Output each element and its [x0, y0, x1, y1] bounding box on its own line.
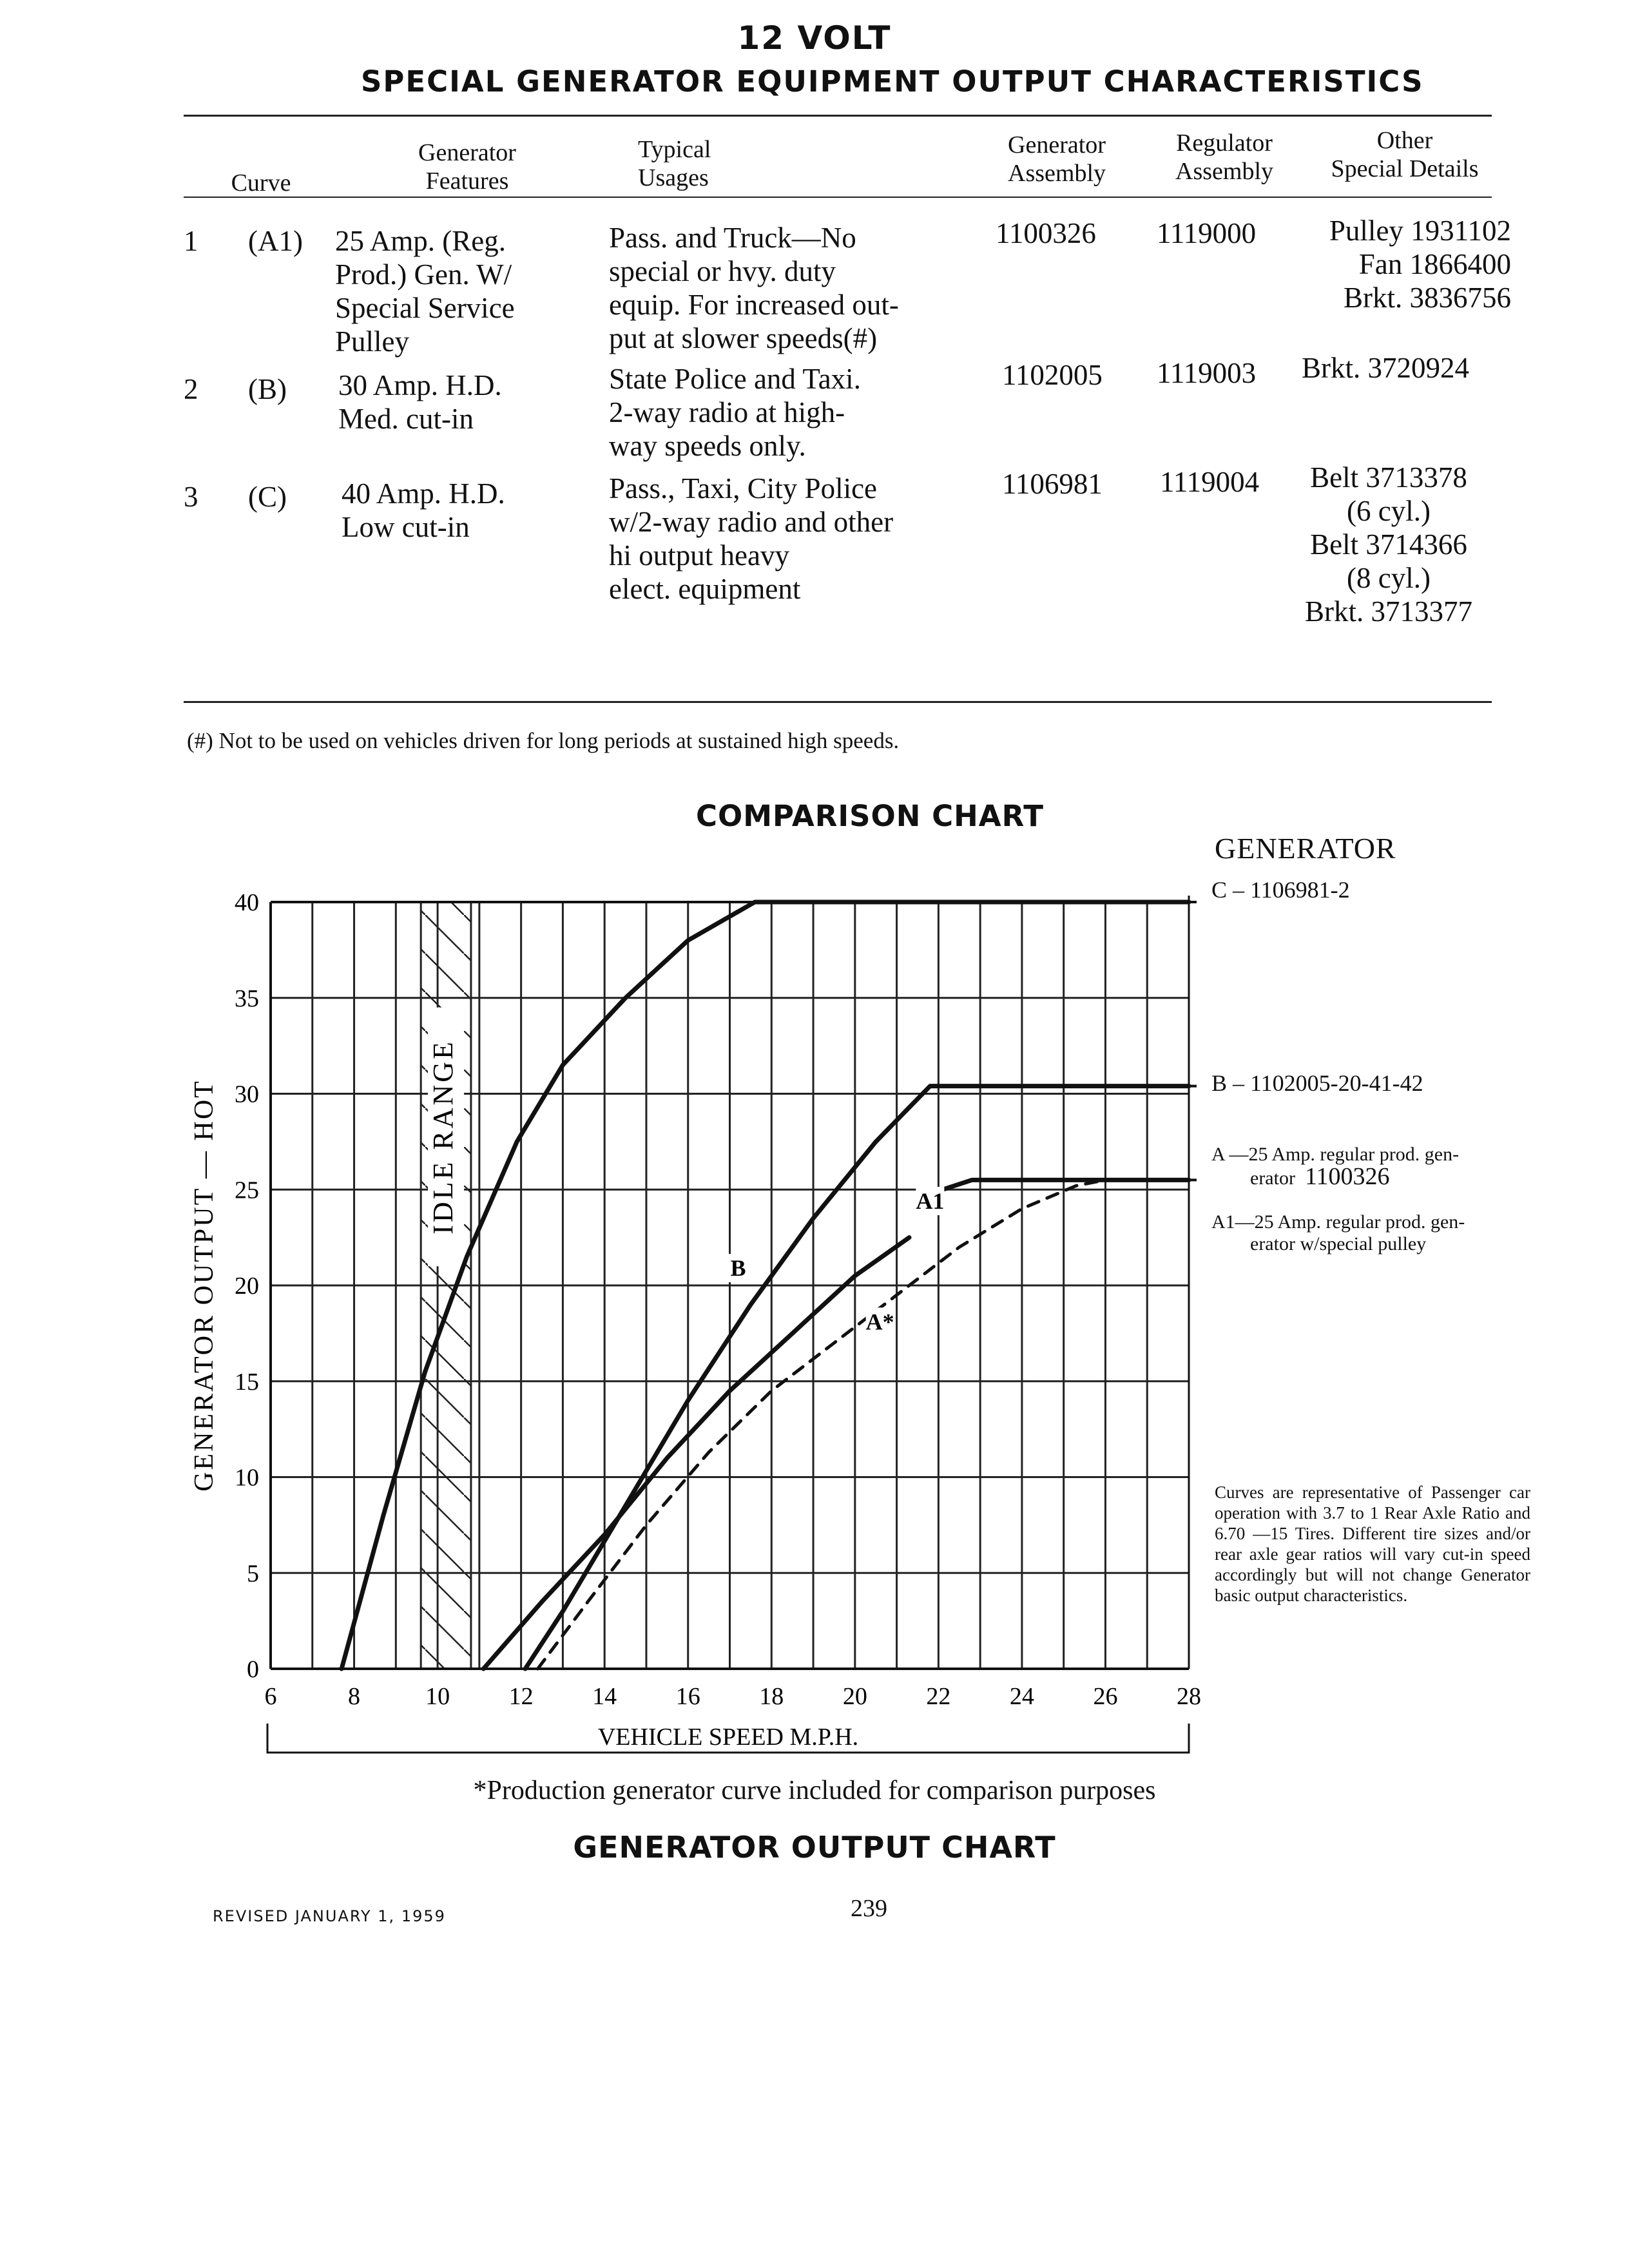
y-tick-label: 35 [235, 985, 259, 1012]
row-2-generator: 1102005 [1002, 359, 1103, 391]
header-curve: Curve [231, 169, 291, 197]
row-3-number: 3 [184, 481, 198, 513]
page-number: 239 [851, 1895, 887, 1922]
x-tick-label: 10 [425, 1683, 450, 1710]
x-tick-label: 24 [1009, 1683, 1034, 1710]
row-1-number: 1 [184, 225, 198, 257]
revised-date: REVISED JANUARY 1, 1959 [213, 1907, 446, 1925]
page-title-top: 12 VOLT [737, 19, 892, 57]
y-tick-label: 30 [235, 1081, 259, 1108]
x-tick-label: 18 [759, 1683, 784, 1710]
curve-annotation: A1 [916, 1188, 945, 1214]
chart-labels [189, 889, 1201, 1751]
row-3-other: Belt 3713378 (6 cyl.) Belt 3714366 (8 cyl.) Brkt. 3713377 [1305, 461, 1473, 628]
legend-c: C – 1106981-2 [1211, 877, 1350, 903]
generator-output-chart-title: GENERATOR OUTPUT CHART [573, 1830, 1056, 1865]
x-tick-label: 6 [264, 1683, 277, 1710]
row-1-regulator: 1119000 [1157, 217, 1257, 249]
table-top-rule [184, 115, 1492, 117]
x-tick-label: 16 [675, 1683, 700, 1710]
row-2-other: Brkt. 3720924 [1302, 352, 1470, 384]
x-tick-label: 22 [926, 1683, 951, 1710]
x-tick-label: 8 [348, 1683, 361, 1710]
y-tick-label: 25 [235, 1177, 259, 1204]
idle-range-label: IDLE RANGE [427, 1039, 459, 1235]
x-tick-label: 28 [1177, 1683, 1201, 1710]
y-axis-label: GENERATOR OUTPUT — HOT [189, 1079, 219, 1492]
header-usages: Typical Usages [638, 136, 711, 191]
row-1-other: Pulley 1931102 Fan 1866400 Brkt. 3836756 [1329, 215, 1511, 314]
header-regulator: Regulator Assembly [1175, 130, 1273, 185]
y-tick-label: 0 [247, 1656, 259, 1683]
x-tick-label: 12 [508, 1683, 534, 1710]
y-tick-label: 40 [235, 889, 259, 916]
curve-a-line [538, 1180, 1190, 1669]
y-tick-label: 20 [235, 1273, 259, 1300]
table-bottom-rule [184, 701, 1492, 703]
y-tick-label: 10 [235, 1464, 259, 1492]
row-1-usages: Pass. and Truck—No special or hvy. duty equip. For increased out- put at slower speeds(#) [609, 222, 899, 354]
footnote: (#) Not to be used on vehicles driven for long periods at sustained high speeds. [187, 728, 900, 753]
row-2-usages: State Police and Taxi. 2-way radio at high- way speeds only. [609, 363, 861, 462]
row-3-features: 40 Amp. H.D. Low cut-in [342, 477, 505, 543]
chart-axes [264, 896, 1197, 1753]
idle-range-band [421, 902, 471, 1669]
curve-a1-line [483, 1238, 909, 1669]
table-header-rule [184, 197, 1492, 198]
legend-a: A —25 Amp. regular prod. gen- erator 1100326 [1211, 1144, 1460, 1190]
curve-annotation: B [730, 1255, 746, 1282]
row-2-curve: (B) [248, 373, 287, 405]
curve-annotation: A* [865, 1309, 894, 1335]
legend-title: GENERATOR [1215, 832, 1396, 865]
x-axis-label: VEHICLE SPEED M.P.H. [597, 1724, 859, 1751]
legend-a1: A1—25 Amp. regular prod. gen- erator w/special pulley [1211, 1211, 1465, 1254]
row-2-number: 2 [184, 373, 198, 405]
header-generator: Generator Assembly [1008, 131, 1106, 187]
row-2-regulator: 1119003 [1157, 357, 1257, 389]
legend-b: B – 1102005-20-41-42 [1211, 1070, 1423, 1096]
x-tick-label: 14 [592, 1683, 617, 1710]
chart-side-note: Curves are representative of Passenger car operation with 3.7 to 1 Rear Axle Ratio and 6.70 —15 Tires. Different tire sizes and/or rear axle gear ratios will vary cut-in speed accordingly but will not change Generator basic output characteristics. [1215, 1483, 1530, 1605]
row-3-usages: Pass., Taxi, City Police w/2-way radio and other hi output heavy elect. equipment [609, 472, 894, 605]
y-tick-label: 15 [235, 1368, 259, 1396]
curve-b-line [525, 1086, 1189, 1669]
row-3-generator: 1106981 [1002, 468, 1103, 500]
y-tick-label: 5 [247, 1560, 259, 1588]
row-1-curve: (A1) [248, 225, 303, 257]
header-features: Generator Features [418, 139, 516, 195]
row-1-generator: 1100326 [996, 217, 1096, 249]
header-other: Other Special Details [1331, 127, 1479, 182]
page-title: SPECIAL GENERATOR EQUIPMENT OUTPUT CHARACTERISTICS [361, 64, 1424, 99]
x-tick-label: 26 [1093, 1683, 1118, 1710]
row-3-curve: (C) [248, 481, 287, 513]
row-1-features: 25 Amp. (Reg. Prod.) Gen. W/ Special Service Pulley [335, 225, 515, 358]
row-2-features: 30 Amp. H.D. Med. cut-in [338, 369, 502, 435]
x-tick-label: 20 [842, 1683, 867, 1710]
comparison-chart-title: COMPARISON CHART [696, 799, 1044, 833]
production-note: *Production generator curve included for comparison purposes [473, 1776, 1156, 1805]
row-3-regulator: 1119004 [1160, 466, 1260, 498]
chart-grid [271, 902, 1189, 1669]
generator-output-chart [0, 838, 1629, 1772]
